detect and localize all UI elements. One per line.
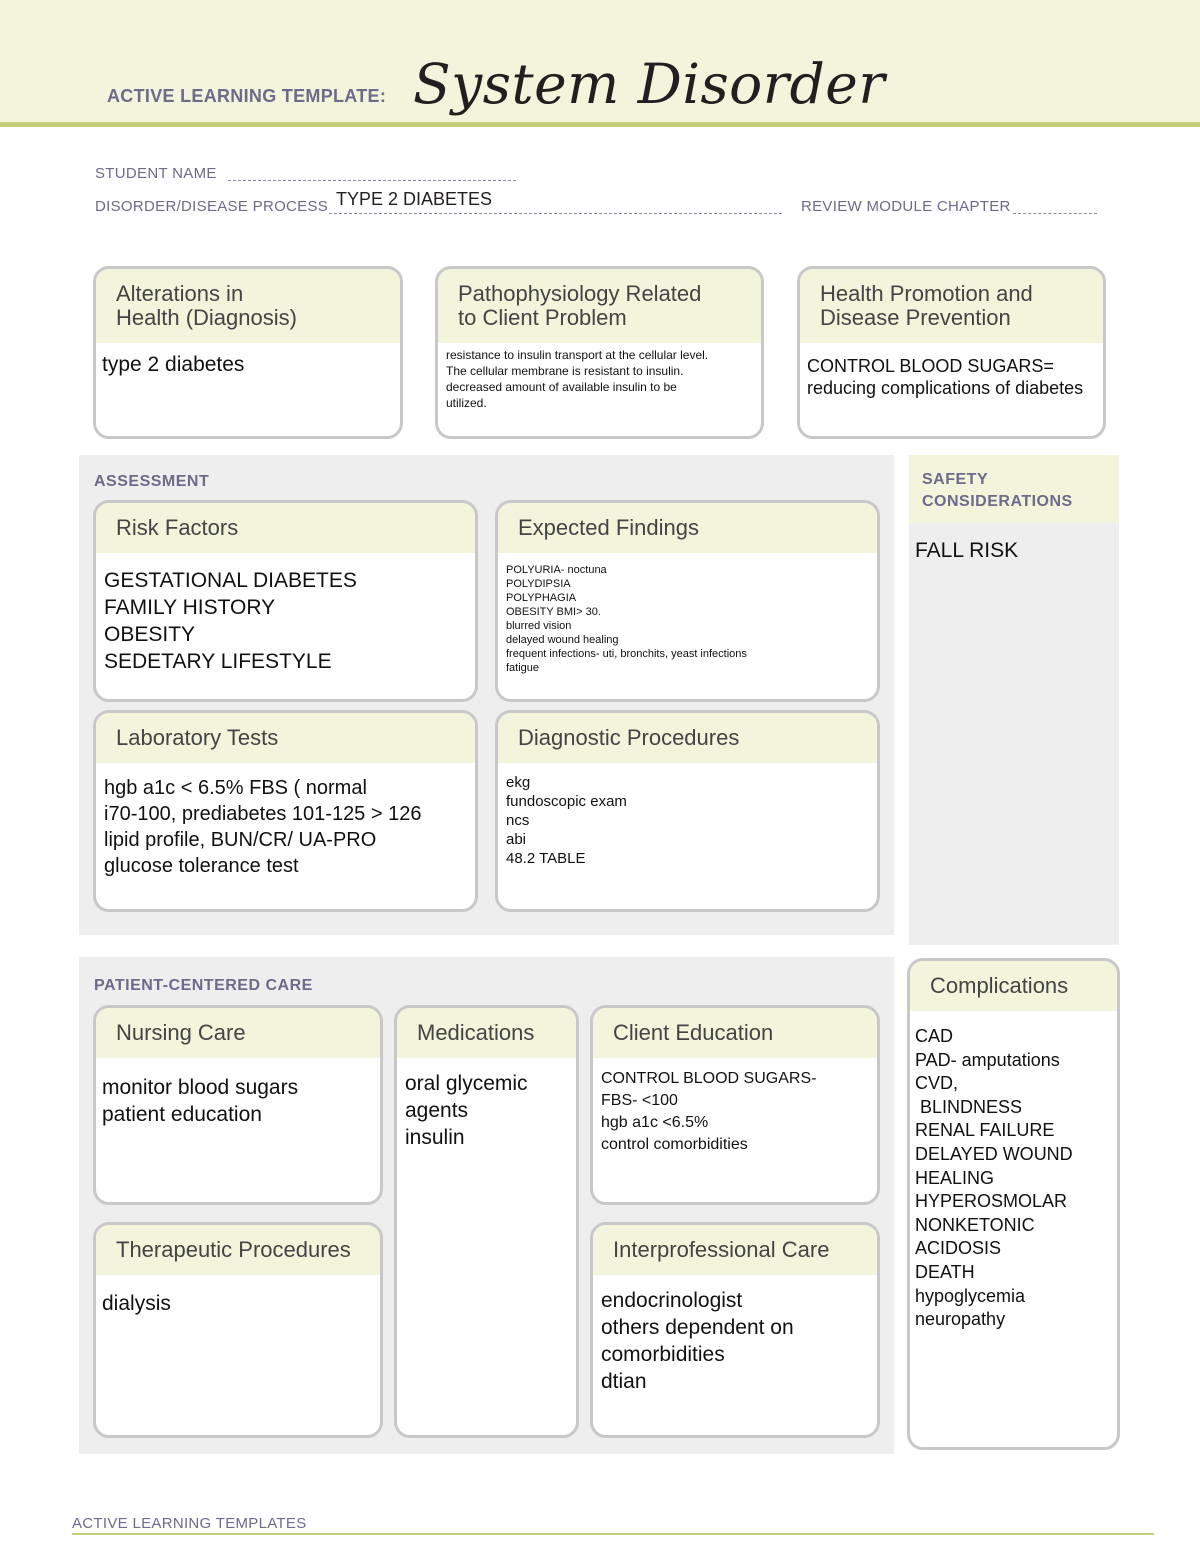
student-name-field[interactable]: [228, 180, 516, 181]
medications-heading: Medications: [397, 1008, 576, 1058]
disorder-field[interactable]: [329, 213, 782, 214]
diagnostic-procedures-content: ekg fundoscopic exam ncs abi 48.2 TABLE: [506, 774, 627, 867]
footer-label: ACTIVE LEARNING TEMPLATES: [72, 1515, 307, 1532]
expected-findings-heading: Expected Findings: [498, 503, 877, 553]
alterations-box: [93, 266, 403, 439]
nursing-care-box: [93, 1005, 383, 1205]
alterations-content: type 2 diabetes: [102, 353, 245, 376]
complications-box: [907, 958, 1120, 1450]
pathophysiology-box: [435, 266, 764, 439]
disorder-value: TYPE 2 DIABETES: [336, 189, 493, 209]
health-promotion-content: CONTROL BLOOD SUGARS= reducing complications of diabetes: [807, 356, 1084, 398]
laboratory-tests-content: hgb a1c < 6.5% FBS ( normal i70-100, prediabetes 101-125 > 126 lipid profile, BUN/CR/ UA-PRO glucose tolerance test: [104, 777, 422, 877]
disorder-label: DISORDER/DISEASE PROCESS: [95, 198, 329, 215]
nursing-care-heading: Nursing Care: [96, 1008, 380, 1058]
pathophysiology-content: resistance to insulin transport at the cellular level. The cellular membrane is resistant to insulin. decreased amount of available insulin to be utilized.: [446, 348, 709, 410]
assessment-label: ASSESSMENT: [94, 473, 210, 490]
diagnostic-procedures-box: [495, 710, 880, 912]
review-module-field[interactable]: [1013, 213, 1097, 214]
interprofessional-care-heading: Interprofessional Care: [593, 1225, 877, 1275]
medications-box: [394, 1005, 579, 1438]
safety-panel: [909, 455, 1119, 945]
risk-factors-box: [93, 500, 478, 702]
footer-rule: [72, 1533, 1154, 1535]
laboratory-tests-heading: Laboratory Tests: [96, 713, 475, 763]
client-education-heading: Client Education: [593, 1008, 877, 1058]
health-promotion-box: [797, 266, 1106, 439]
therapeutic-procedures-content: dialysis: [102, 1292, 171, 1315]
diagnostic-procedures-heading: Diagnostic Procedures: [498, 713, 877, 763]
alterations-heading: Alterations in Health (Diagnosis): [96, 269, 400, 343]
nursing-care-content: monitor blood sugars patient education: [102, 1076, 299, 1126]
patient-care-label: PATIENT-CENTERED CARE: [94, 977, 313, 994]
risk-factors-heading: Risk Factors: [96, 503, 475, 553]
medications-content: oral glycemic agents insulin: [405, 1072, 528, 1149]
therapeutic-procedures-heading: Therapeutic Procedures: [96, 1225, 380, 1275]
expected-findings-box: [495, 500, 880, 702]
header-rule: [0, 122, 1200, 127]
pathophysiology-heading: Pathophysiology Related to Client Problem: [438, 269, 761, 343]
expected-findings-content: POLYURIA- noctuna POLYDIPSIA POLYPHAGIA OBESITY BMI> 30. blurred vision delayed wound healing frequent infections- uti, bronchits, yeast infections fatigue: [506, 564, 747, 674]
interprofessional-care-box: [590, 1222, 880, 1438]
health-promotion-heading: Health Promotion and Disease Prevention: [800, 269, 1103, 343]
template-title: System Disorder: [413, 52, 886, 116]
complications-content: CAD PAD- amputations CVD, BLINDNESS RENAL FAILURE DELAYED WOUND HEALING HYPEROSMOLAR NONKETONIC ACIDOSIS DEATH hypoglycemia neuropathy: [915, 1026, 1073, 1330]
client-education-content: CONTROL BLOOD SUGARS- FBS- <100 hgb a1c <6.5% control comorbidities: [601, 1070, 817, 1153]
risk-factors-content: GESTATIONAL DIABETES FAMILY HISTORY OBESITY SEDETARY LIFESTYLE: [104, 569, 357, 673]
safety-label: SAFETY CONSIDERATIONS: [909, 455, 1119, 523]
review-module-label: REVIEW MODULE CHAPTER: [801, 198, 1011, 215]
interprofessional-care-content: endocrinologist others dependent on comorbidities dtian: [601, 1289, 794, 1393]
safety-content: FALL RISK: [915, 539, 1019, 562]
client-education-box: [590, 1005, 880, 1205]
laboratory-tests-box: [93, 710, 478, 912]
template-label: ACTIVE LEARNING TEMPLATE:: [107, 86, 387, 106]
therapeutic-procedures-box: [93, 1222, 383, 1438]
student-name-label: STUDENT NAME: [95, 165, 217, 182]
complications-heading: Complications: [910, 961, 1117, 1011]
